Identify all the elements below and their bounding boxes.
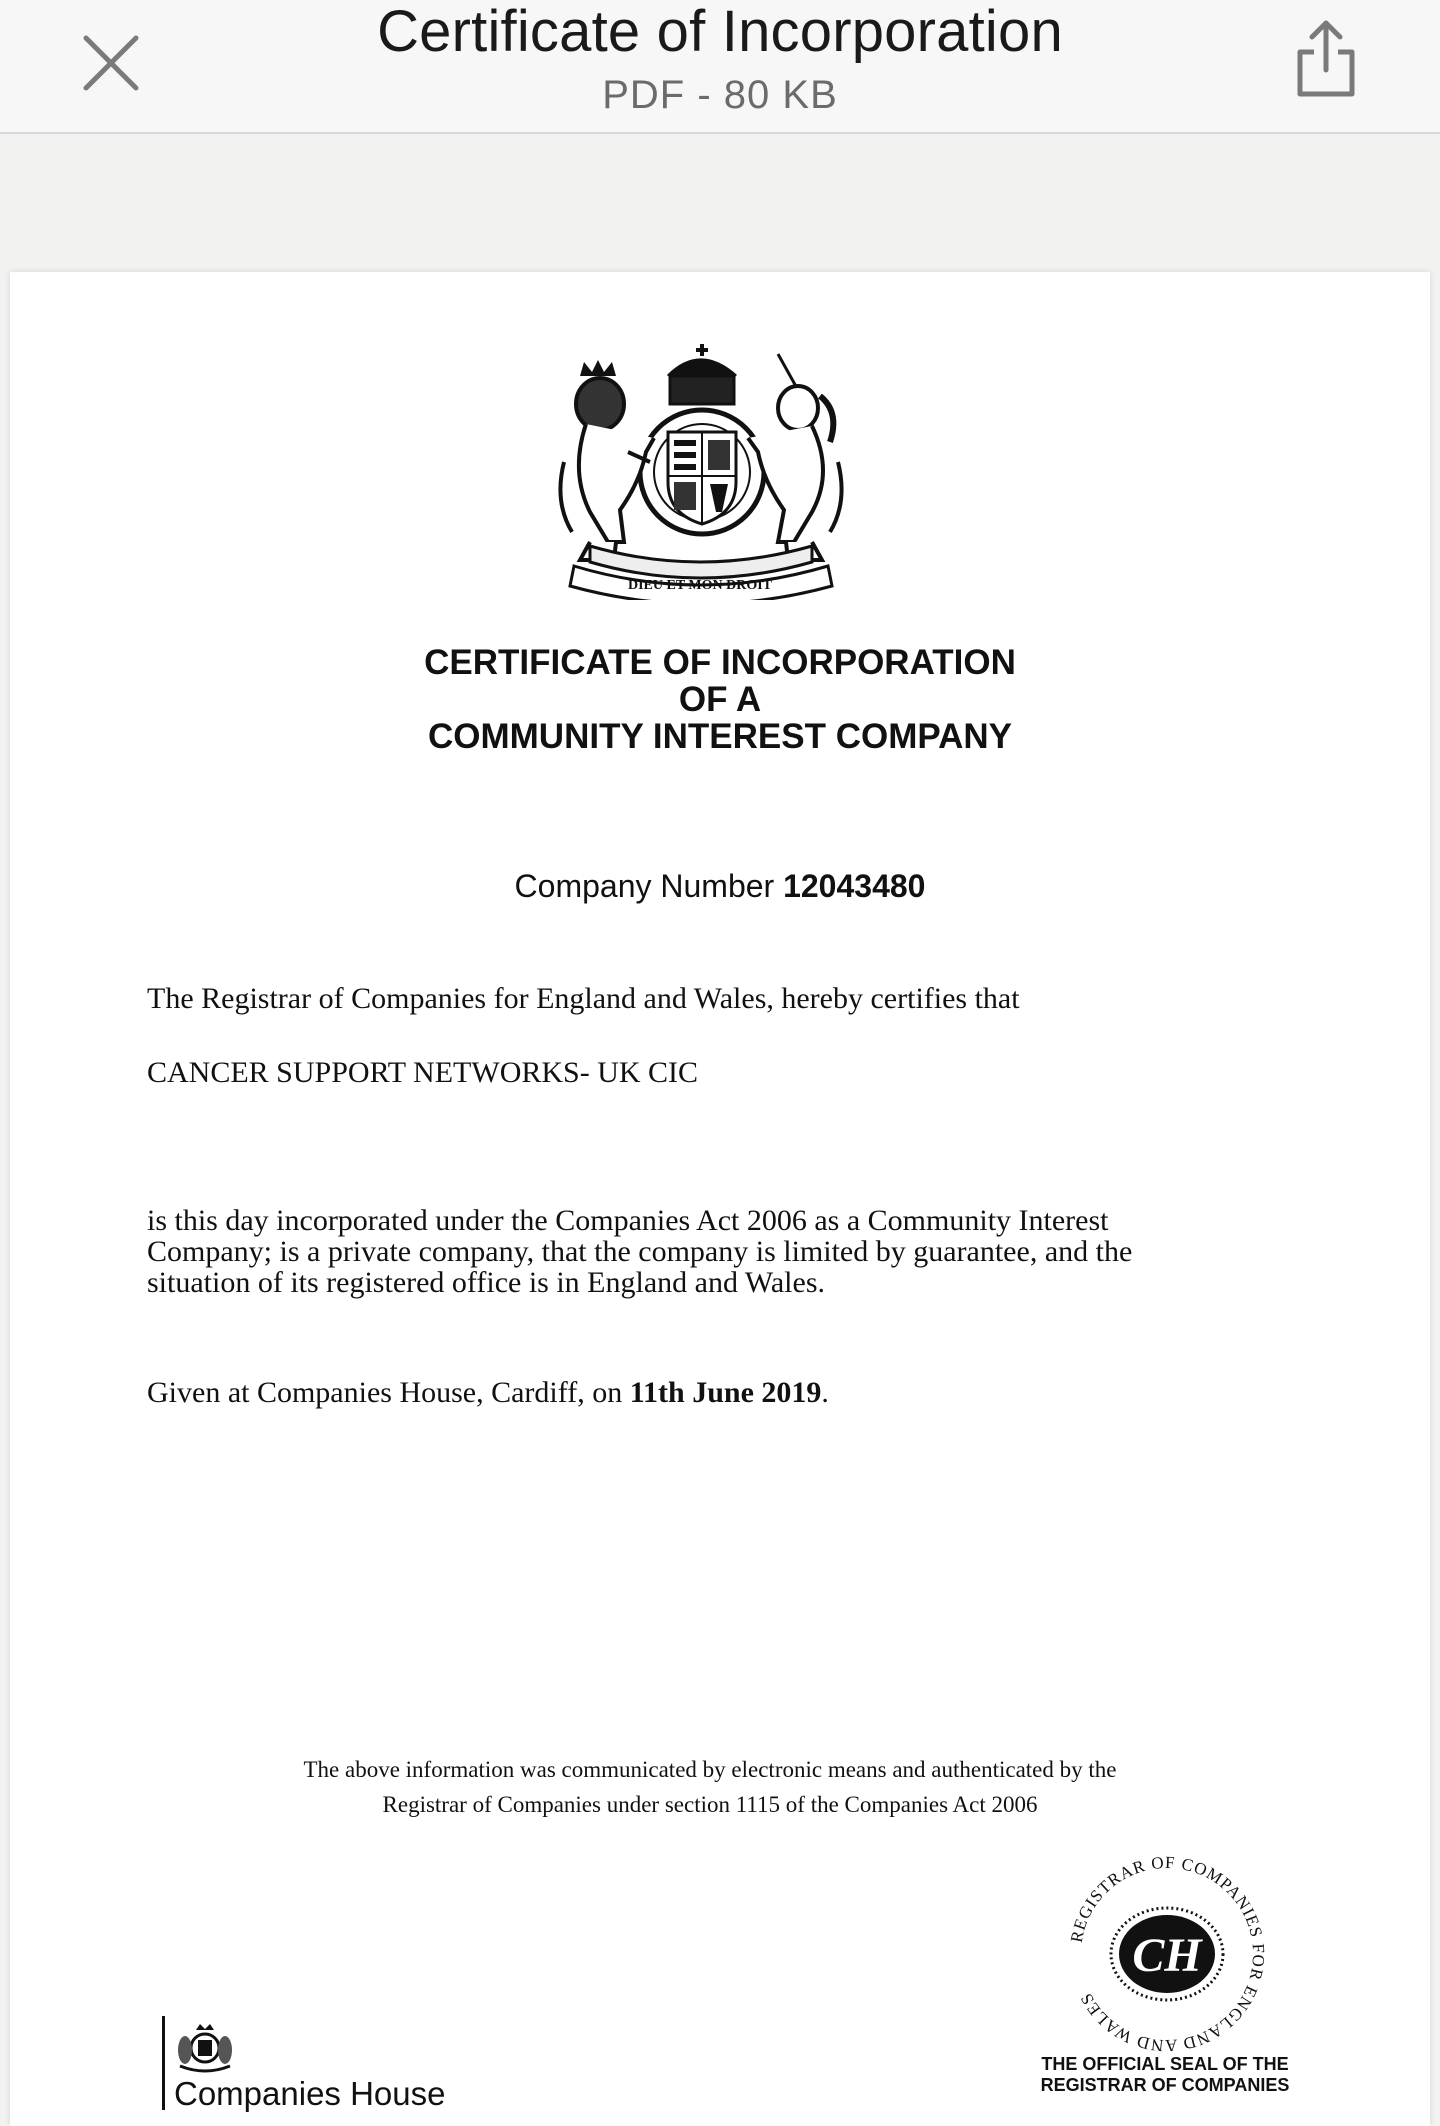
seal-caption-line-1: THE OFFICIAL SEAL OF THE [1041,2054,1289,2074]
pdf-page[interactable] [10,272,1430,2126]
given-prefix: Given at Companies House, Cardiff, on [147,1376,623,1409]
companies-house-logo [152,2016,472,2116]
crest-motto-text: DIEU ET MON DROIT [627,578,773,593]
incorporation-date: 11th June 2019 [629,1376,822,1409]
document-header [0,0,1440,134]
statement-line-2: Company; is a private company, that the company is limited by guarantee, and the [147,1235,1133,1268]
official-seal-icon [1062,1849,1272,2059]
statement-line-3: situation of its registered office is in England and Wales. [147,1266,825,1299]
certificate-heading [10,644,1430,755]
company-number-label: Company Number [514,868,775,904]
certificate-heading-line-1: CERTIFICATE OF INCORPORATION [424,643,1016,682]
header-title-block [200,0,1240,118]
companies-house-wordmark: Companies House [174,2075,446,2112]
seal-caption [1000,2054,1330,2096]
small-crest-icon [176,2020,234,2074]
close-button[interactable] [78,30,144,96]
seal-monogram: CH [1132,1929,1202,1982]
given-at-line [147,1376,829,1410]
seal-caption-line-2: REGISTRAR OF COMPANIES [1040,2075,1290,2095]
company-name: CANCER SUPPORT NETWORKS- UK CIC [147,1056,699,1089]
share-button[interactable] [1290,18,1362,100]
authentication-note [10,1752,1410,1822]
royal-coat-of-arms-icon [550,342,850,600]
certificate-heading-line-2: OF A [678,680,762,719]
incorporation-statement [147,1205,1247,1298]
close-icon [78,30,144,96]
document-file-info: PDF - 80 KB [602,73,838,117]
authentication-note-line-2: Registrar of Companies under section 1115 of the Companies Act 2006 [382,1792,1038,1817]
share-icon [1290,18,1362,100]
document-title: Certificate of Incorporation [377,0,1063,64]
seal-ring-text: REGISTRAR OF COMPANIES FOR ENGLAND AND WALES [1066,1852,1269,2056]
given-suffix: . [821,1376,829,1409]
company-number-value: 12043480 [783,868,926,904]
company-number-line [10,868,1430,904]
logo-divider [162,2016,165,2110]
statement-line-1: is this day incorporated under the Companies Act 2006 as a Community Interest [147,1204,1109,1237]
authentication-note-line-1: The above information was communicated by electronic means and authenticated by the [303,1757,1117,1782]
certificate-heading-line-3: COMMUNITY INTEREST COMPANY [428,717,1012,756]
certification-intro: The Registrar of Companies for England and Wales, hereby certifies that [147,982,1020,1015]
